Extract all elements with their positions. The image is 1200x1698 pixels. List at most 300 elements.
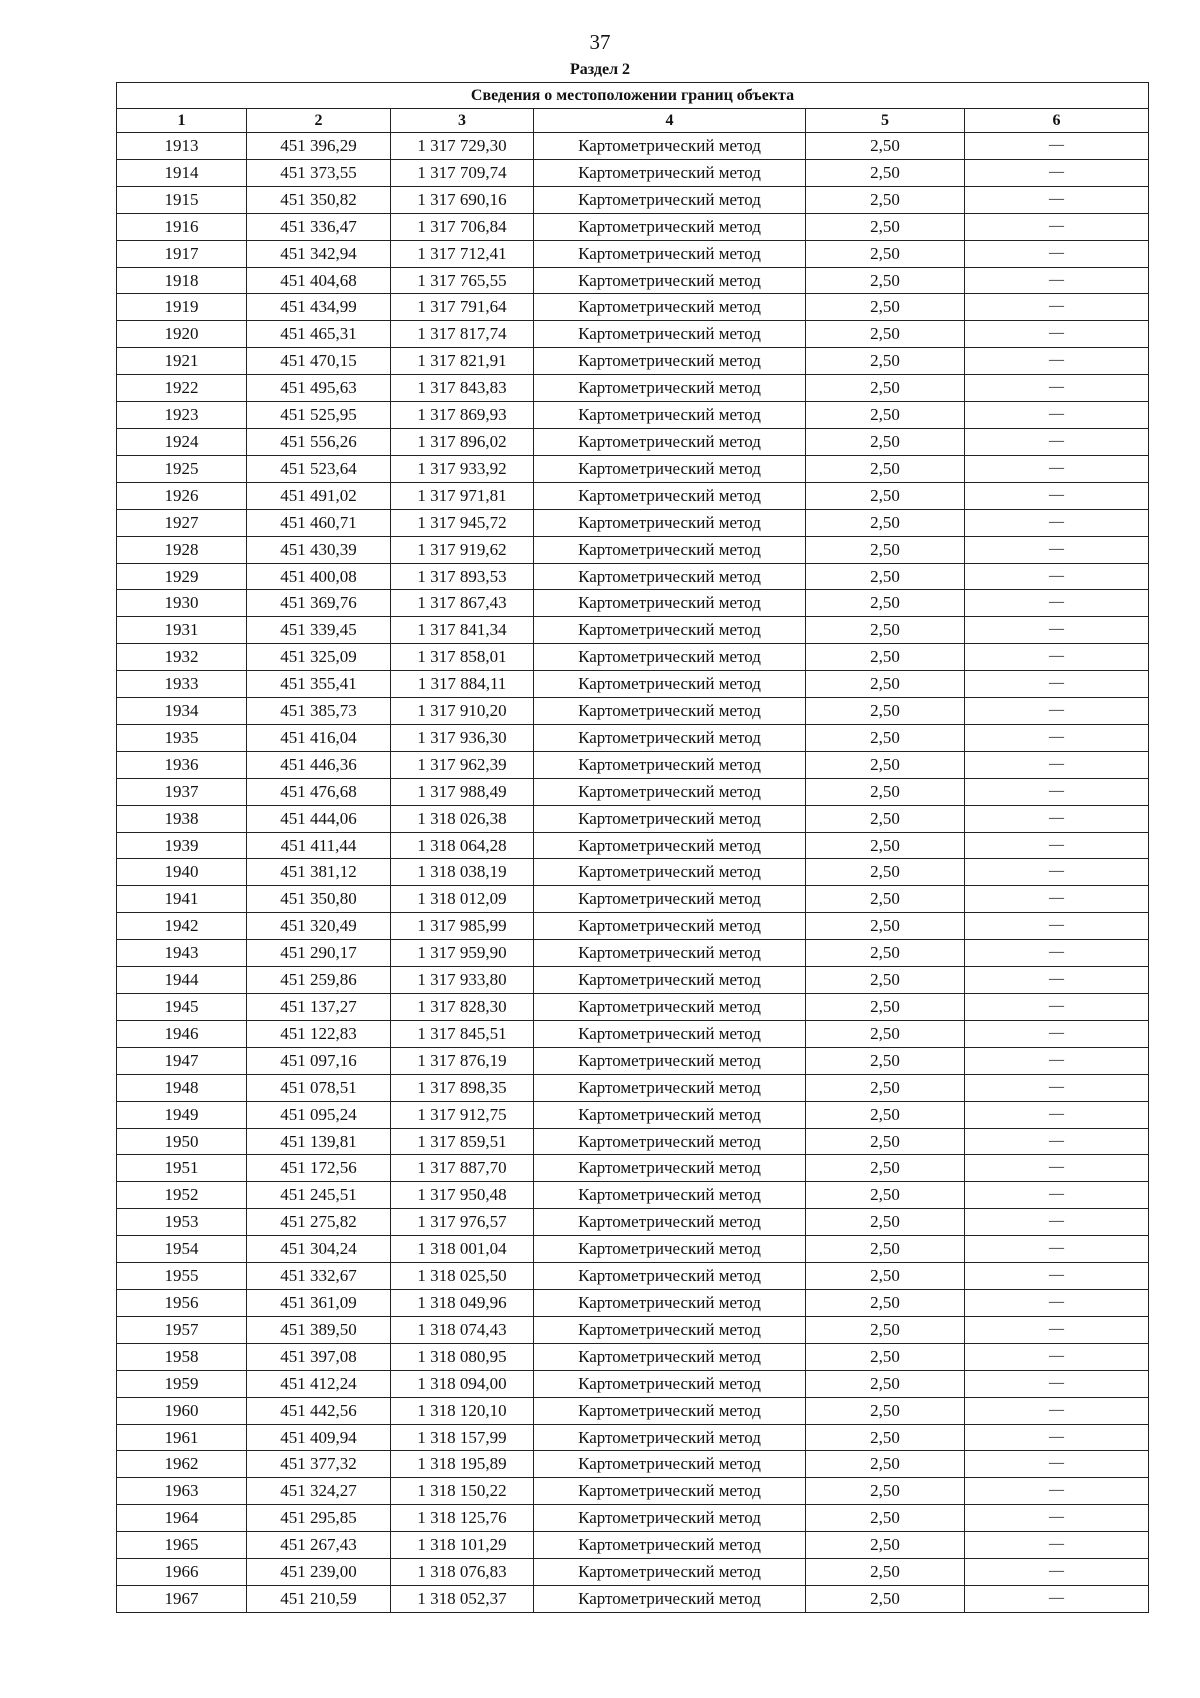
accuracy-cell: 2,50 xyxy=(806,1263,965,1290)
description-cell: — xyxy=(965,805,1149,832)
x-coordinate-cell: 451 409,94 xyxy=(247,1424,391,1451)
x-coordinate-cell: 451 332,67 xyxy=(247,1263,391,1290)
column-header: 2 xyxy=(247,109,391,133)
method-cell: Картометрический метод xyxy=(534,940,806,967)
method-cell: Картометрический метод xyxy=(534,1128,806,1155)
method-cell: Картометрический метод xyxy=(534,133,806,160)
x-coordinate-cell: 451 355,41 xyxy=(247,671,391,698)
point-number-cell: 1919 xyxy=(117,294,247,321)
accuracy-cell: 2,50 xyxy=(806,859,965,886)
description-cell: — xyxy=(965,994,1149,1021)
method-cell: Картометрический метод xyxy=(534,590,806,617)
point-number-cell: 1963 xyxy=(117,1478,247,1505)
point-number-cell: 1966 xyxy=(117,1559,247,1586)
table-row xyxy=(117,1182,1149,1209)
y-coordinate-cell: 1 318 195,89 xyxy=(391,1451,534,1478)
accuracy-cell: 2,50 xyxy=(806,590,965,617)
method-cell: Картометрический метод xyxy=(534,1074,806,1101)
point-number-cell: 1925 xyxy=(117,455,247,482)
description-cell: — xyxy=(965,159,1149,186)
x-coordinate-cell: 451 361,09 xyxy=(247,1289,391,1316)
y-coordinate-cell: 1 317 912,75 xyxy=(391,1101,534,1128)
x-coordinate-cell: 451 476,68 xyxy=(247,778,391,805)
accuracy-cell: 2,50 xyxy=(806,455,965,482)
x-coordinate-cell: 451 339,45 xyxy=(247,617,391,644)
x-coordinate-cell: 451 434,99 xyxy=(247,294,391,321)
accuracy-cell: 2,50 xyxy=(806,240,965,267)
accuracy-cell: 2,50 xyxy=(806,805,965,832)
method-cell: Картометрический метод xyxy=(534,967,806,994)
point-number-cell: 1929 xyxy=(117,563,247,590)
x-coordinate-cell: 451 396,29 xyxy=(247,133,391,160)
point-number-cell: 1957 xyxy=(117,1316,247,1343)
point-number-cell: 1913 xyxy=(117,133,247,160)
point-number-cell: 1915 xyxy=(117,186,247,213)
description-cell: — xyxy=(965,1451,1149,1478)
accuracy-cell: 2,50 xyxy=(806,1397,965,1424)
description-cell: — xyxy=(965,267,1149,294)
table-row xyxy=(117,375,1149,402)
column-header: 1 xyxy=(117,109,247,133)
y-coordinate-cell: 1 317 712,41 xyxy=(391,240,534,267)
description-cell: — xyxy=(965,1424,1149,1451)
point-number-cell: 1960 xyxy=(117,1397,247,1424)
table-row xyxy=(117,698,1149,725)
x-coordinate-cell: 451 139,81 xyxy=(247,1128,391,1155)
x-coordinate-cell: 451 416,04 xyxy=(247,724,391,751)
description-cell: — xyxy=(965,509,1149,536)
accuracy-cell: 2,50 xyxy=(806,1182,965,1209)
point-number-cell: 1956 xyxy=(117,1289,247,1316)
description-cell: — xyxy=(965,186,1149,213)
y-coordinate-cell: 1 317 841,34 xyxy=(391,617,534,644)
column-header: 3 xyxy=(391,109,534,133)
table-row xyxy=(117,428,1149,455)
method-cell: Картометрический метод xyxy=(534,509,806,536)
y-coordinate-cell: 1 318 049,96 xyxy=(391,1289,534,1316)
table-row xyxy=(117,940,1149,967)
description-cell: — xyxy=(965,1585,1149,1612)
y-coordinate-cell: 1 317 817,74 xyxy=(391,321,534,348)
table-row xyxy=(117,1505,1149,1532)
x-coordinate-cell: 451 267,43 xyxy=(247,1532,391,1559)
description-cell: — xyxy=(965,724,1149,751)
y-coordinate-cell: 1 318 025,50 xyxy=(391,1263,534,1290)
x-coordinate-cell: 451 397,08 xyxy=(247,1343,391,1370)
y-coordinate-cell: 1 318 012,09 xyxy=(391,886,534,913)
accuracy-cell: 2,50 xyxy=(806,213,965,240)
y-coordinate-cell: 1 317 869,93 xyxy=(391,402,534,429)
point-number-cell: 1943 xyxy=(117,940,247,967)
x-coordinate-cell: 451 465,31 xyxy=(247,321,391,348)
accuracy-cell: 2,50 xyxy=(806,1155,965,1182)
accuracy-cell: 2,50 xyxy=(806,967,965,994)
method-cell: Картометрический метод xyxy=(534,859,806,886)
y-coordinate-cell: 1 317 858,01 xyxy=(391,644,534,671)
x-coordinate-cell: 451 245,51 xyxy=(247,1182,391,1209)
x-coordinate-cell: 451 381,12 xyxy=(247,859,391,886)
y-coordinate-cell: 1 318 157,99 xyxy=(391,1424,534,1451)
method-cell: Картометрический метод xyxy=(534,1559,806,1586)
table-row xyxy=(117,778,1149,805)
x-coordinate-cell: 451 523,64 xyxy=(247,455,391,482)
accuracy-cell: 2,50 xyxy=(806,294,965,321)
description-cell: — xyxy=(965,778,1149,805)
y-coordinate-cell: 1 317 843,83 xyxy=(391,375,534,402)
point-number-cell: 1928 xyxy=(117,536,247,563)
table-row xyxy=(117,1424,1149,1451)
y-coordinate-cell: 1 317 898,35 xyxy=(391,1074,534,1101)
description-cell: — xyxy=(965,644,1149,671)
table-row xyxy=(117,724,1149,751)
table-row xyxy=(117,509,1149,536)
y-coordinate-cell: 1 317 791,64 xyxy=(391,294,534,321)
accuracy-cell: 2,50 xyxy=(806,1047,965,1074)
y-coordinate-cell: 1 318 001,04 xyxy=(391,1236,534,1263)
method-cell: Картометрический метод xyxy=(534,1532,806,1559)
y-coordinate-cell: 1 318 074,43 xyxy=(391,1316,534,1343)
point-number-cell: 1921 xyxy=(117,348,247,375)
method-cell: Картометрический метод xyxy=(534,671,806,698)
accuracy-cell: 2,50 xyxy=(806,913,965,940)
description-cell: — xyxy=(965,294,1149,321)
table-row xyxy=(117,1155,1149,1182)
accuracy-cell: 2,50 xyxy=(806,186,965,213)
y-coordinate-cell: 1 317 933,92 xyxy=(391,455,534,482)
x-coordinate-cell: 451 470,15 xyxy=(247,348,391,375)
point-number-cell: 1958 xyxy=(117,1343,247,1370)
accuracy-cell: 2,50 xyxy=(806,1101,965,1128)
x-coordinate-cell: 451 122,83 xyxy=(247,1020,391,1047)
point-number-cell: 1944 xyxy=(117,967,247,994)
description-cell: — xyxy=(965,698,1149,725)
point-number-cell: 1939 xyxy=(117,832,247,859)
x-coordinate-cell: 451 389,50 xyxy=(247,1316,391,1343)
method-cell: Картометрический метод xyxy=(534,1155,806,1182)
table-row xyxy=(117,1128,1149,1155)
point-number-cell: 1946 xyxy=(117,1020,247,1047)
description-cell: — xyxy=(965,751,1149,778)
table-row xyxy=(117,1532,1149,1559)
accuracy-cell: 2,50 xyxy=(806,778,965,805)
description-cell: — xyxy=(965,832,1149,859)
y-coordinate-cell: 1 317 959,90 xyxy=(391,940,534,967)
method-cell: Картометрический метод xyxy=(534,1047,806,1074)
y-coordinate-cell: 1 317 893,53 xyxy=(391,563,534,590)
y-coordinate-cell: 1 318 120,10 xyxy=(391,1397,534,1424)
y-coordinate-cell: 1 318 052,37 xyxy=(391,1585,534,1612)
description-cell: — xyxy=(965,1236,1149,1263)
table-row xyxy=(117,1101,1149,1128)
point-number-cell: 1924 xyxy=(117,428,247,455)
x-coordinate-cell: 451 404,68 xyxy=(247,267,391,294)
description-cell: — xyxy=(965,402,1149,429)
description-cell: — xyxy=(965,1289,1149,1316)
method-cell: Картометрический метод xyxy=(534,1263,806,1290)
description-cell: — xyxy=(965,428,1149,455)
table-row xyxy=(117,1343,1149,1370)
method-cell: Картометрический метод xyxy=(534,482,806,509)
y-coordinate-cell: 1 317 884,11 xyxy=(391,671,534,698)
description-cell: — xyxy=(965,967,1149,994)
x-coordinate-cell: 451 350,80 xyxy=(247,886,391,913)
description-cell: — xyxy=(965,1209,1149,1236)
y-coordinate-cell: 1 317 709,74 xyxy=(391,159,534,186)
y-coordinate-cell: 1 318 125,76 xyxy=(391,1505,534,1532)
x-coordinate-cell: 451 495,63 xyxy=(247,375,391,402)
y-coordinate-cell: 1 317 765,55 xyxy=(391,267,534,294)
x-coordinate-cell: 451 556,26 xyxy=(247,428,391,455)
point-number-cell: 1959 xyxy=(117,1370,247,1397)
accuracy-cell: 2,50 xyxy=(806,482,965,509)
accuracy-cell: 2,50 xyxy=(806,644,965,671)
table-row xyxy=(117,1074,1149,1101)
table-row xyxy=(117,1263,1149,1290)
x-coordinate-cell: 451 385,73 xyxy=(247,698,391,725)
accuracy-cell: 2,50 xyxy=(806,940,965,967)
y-coordinate-cell: 1 317 729,30 xyxy=(391,133,534,160)
y-coordinate-cell: 1 317 887,70 xyxy=(391,1155,534,1182)
point-number-cell: 1948 xyxy=(117,1074,247,1101)
table-row xyxy=(117,994,1149,1021)
table-row xyxy=(117,1370,1149,1397)
description-cell: — xyxy=(965,617,1149,644)
point-number-cell: 1949 xyxy=(117,1101,247,1128)
point-number-cell: 1930 xyxy=(117,590,247,617)
y-coordinate-cell: 1 318 080,95 xyxy=(391,1343,534,1370)
point-number-cell: 1933 xyxy=(117,671,247,698)
method-cell: Картометрический метод xyxy=(534,724,806,751)
method-cell: Картометрический метод xyxy=(534,1424,806,1451)
method-cell: Картометрический метод xyxy=(534,267,806,294)
table-row xyxy=(117,294,1149,321)
y-coordinate-cell: 1 317 867,43 xyxy=(391,590,534,617)
description-cell: — xyxy=(965,1182,1149,1209)
y-coordinate-cell: 1 317 976,57 xyxy=(391,1209,534,1236)
point-number-cell: 1940 xyxy=(117,859,247,886)
table-row xyxy=(117,590,1149,617)
method-cell: Картометрический метод xyxy=(534,698,806,725)
description-cell: — xyxy=(965,1559,1149,1586)
table-row xyxy=(117,482,1149,509)
x-coordinate-cell: 451 304,24 xyxy=(247,1236,391,1263)
description-cell: — xyxy=(965,1155,1149,1182)
point-number-cell: 1918 xyxy=(117,267,247,294)
accuracy-cell: 2,50 xyxy=(806,1128,965,1155)
table-row xyxy=(117,159,1149,186)
method-cell: Картометрический метод xyxy=(534,240,806,267)
table-row xyxy=(117,859,1149,886)
accuracy-cell: 2,50 xyxy=(806,1370,965,1397)
point-number-cell: 1955 xyxy=(117,1263,247,1290)
point-number-cell: 1941 xyxy=(117,886,247,913)
method-cell: Картометрический метод xyxy=(534,644,806,671)
method-cell: Картометрический метод xyxy=(534,375,806,402)
x-coordinate-cell: 451 377,32 xyxy=(247,1451,391,1478)
x-coordinate-cell: 451 491,02 xyxy=(247,482,391,509)
x-coordinate-cell: 451 097,16 xyxy=(247,1047,391,1074)
description-cell: — xyxy=(965,859,1149,886)
point-number-cell: 1934 xyxy=(117,698,247,725)
point-number-cell: 1951 xyxy=(117,1155,247,1182)
method-cell: Картометрический метод xyxy=(534,1289,806,1316)
x-coordinate-cell: 451 336,47 xyxy=(247,213,391,240)
accuracy-cell: 2,50 xyxy=(806,724,965,751)
accuracy-cell: 2,50 xyxy=(806,159,965,186)
description-cell: — xyxy=(965,913,1149,940)
x-coordinate-cell: 451 239,00 xyxy=(247,1559,391,1586)
accuracy-cell: 2,50 xyxy=(806,1020,965,1047)
description-cell: — xyxy=(965,482,1149,509)
table-header-row xyxy=(117,109,1149,133)
y-coordinate-cell: 1 318 094,00 xyxy=(391,1370,534,1397)
method-cell: Картометрический метод xyxy=(534,159,806,186)
accuracy-cell: 2,50 xyxy=(806,832,965,859)
y-coordinate-cell: 1 318 150,22 xyxy=(391,1478,534,1505)
x-coordinate-cell: 451 295,85 xyxy=(247,1505,391,1532)
method-cell: Картометрический метод xyxy=(534,1451,806,1478)
accuracy-cell: 2,50 xyxy=(806,536,965,563)
table-row xyxy=(117,321,1149,348)
accuracy-cell: 2,50 xyxy=(806,1505,965,1532)
method-cell: Картометрический метод xyxy=(534,1343,806,1370)
method-cell: Картометрический метод xyxy=(534,1209,806,1236)
table-row xyxy=(117,267,1149,294)
table-row xyxy=(117,617,1149,644)
table-row xyxy=(117,644,1149,671)
table-row xyxy=(117,213,1149,240)
x-coordinate-cell: 451 369,76 xyxy=(247,590,391,617)
y-coordinate-cell: 1 317 859,51 xyxy=(391,1128,534,1155)
accuracy-cell: 2,50 xyxy=(806,563,965,590)
y-coordinate-cell: 1 317 910,20 xyxy=(391,698,534,725)
x-coordinate-cell: 451 078,51 xyxy=(247,1074,391,1101)
description-cell: — xyxy=(965,1047,1149,1074)
description-cell: — xyxy=(965,1020,1149,1047)
table-row xyxy=(117,1451,1149,1478)
table-row xyxy=(117,805,1149,832)
x-coordinate-cell: 451 342,94 xyxy=(247,240,391,267)
method-cell: Картометрический метод xyxy=(534,563,806,590)
description-cell: — xyxy=(965,590,1149,617)
table-row xyxy=(117,536,1149,563)
accuracy-cell: 2,50 xyxy=(806,671,965,698)
point-number-cell: 1953 xyxy=(117,1209,247,1236)
table-row xyxy=(117,1020,1149,1047)
point-number-cell: 1950 xyxy=(117,1128,247,1155)
table-caption-row xyxy=(117,83,1149,109)
x-coordinate-cell: 451 350,82 xyxy=(247,186,391,213)
x-coordinate-cell: 451 412,24 xyxy=(247,1370,391,1397)
description-cell: — xyxy=(965,1074,1149,1101)
y-coordinate-cell: 1 317 896,02 xyxy=(391,428,534,455)
table-row xyxy=(117,455,1149,482)
point-number-cell: 1962 xyxy=(117,1451,247,1478)
method-cell: Картометрический метод xyxy=(534,536,806,563)
method-cell: Картометрический метод xyxy=(534,321,806,348)
method-cell: Картометрический метод xyxy=(534,1316,806,1343)
accuracy-cell: 2,50 xyxy=(806,1559,965,1586)
method-cell: Картометрический метод xyxy=(534,294,806,321)
table-row xyxy=(117,1209,1149,1236)
method-cell: Картометрический метод xyxy=(534,1585,806,1612)
point-number-cell: 1947 xyxy=(117,1047,247,1074)
method-cell: Картометрический метод xyxy=(534,213,806,240)
point-number-cell: 1931 xyxy=(117,617,247,644)
y-coordinate-cell: 1 317 945,72 xyxy=(391,509,534,536)
y-coordinate-cell: 1 317 919,62 xyxy=(391,536,534,563)
description-cell: — xyxy=(965,321,1149,348)
method-cell: Картометрический метод xyxy=(534,751,806,778)
description-cell: — xyxy=(965,1370,1149,1397)
accuracy-cell: 2,50 xyxy=(806,509,965,536)
y-coordinate-cell: 1 318 076,83 xyxy=(391,1559,534,1586)
point-number-cell: 1952 xyxy=(117,1182,247,1209)
table-row xyxy=(117,133,1149,160)
coordinates-table xyxy=(116,82,1149,1613)
accuracy-cell: 2,50 xyxy=(806,1424,965,1451)
point-number-cell: 1965 xyxy=(117,1532,247,1559)
method-cell: Картометрический метод xyxy=(534,1370,806,1397)
description-cell: — xyxy=(965,1505,1149,1532)
accuracy-cell: 2,50 xyxy=(806,751,965,778)
y-coordinate-cell: 1 318 038,19 xyxy=(391,859,534,886)
table-row xyxy=(117,1316,1149,1343)
method-cell: Картометрический метод xyxy=(534,1182,806,1209)
point-number-cell: 1916 xyxy=(117,213,247,240)
method-cell: Картометрический метод xyxy=(534,778,806,805)
table-row xyxy=(117,240,1149,267)
x-coordinate-cell: 451 325,09 xyxy=(247,644,391,671)
accuracy-cell: 2,50 xyxy=(806,1074,965,1101)
method-cell: Картометрический метод xyxy=(534,1020,806,1047)
section-title: Раздел 2 xyxy=(569,61,631,78)
method-cell: Картометрический метод xyxy=(534,186,806,213)
table-row xyxy=(117,186,1149,213)
accuracy-cell: 2,50 xyxy=(806,1585,965,1612)
accuracy-cell: 2,50 xyxy=(806,1532,965,1559)
point-number-cell: 1954 xyxy=(117,1236,247,1263)
x-coordinate-cell: 451 137,27 xyxy=(247,994,391,1021)
accuracy-cell: 2,50 xyxy=(806,1236,965,1263)
method-cell: Картометрический метод xyxy=(534,994,806,1021)
description-cell: — xyxy=(965,886,1149,913)
method-cell: Картометрический метод xyxy=(534,832,806,859)
description-cell: — xyxy=(965,213,1149,240)
column-header: 6 xyxy=(965,109,1149,133)
y-coordinate-cell: 1 317 690,16 xyxy=(391,186,534,213)
description-cell: — xyxy=(965,1478,1149,1505)
accuracy-cell: 2,50 xyxy=(806,402,965,429)
accuracy-cell: 2,50 xyxy=(806,617,965,644)
table-row xyxy=(117,913,1149,940)
method-cell: Картометрический метод xyxy=(534,348,806,375)
accuracy-cell: 2,50 xyxy=(806,1316,965,1343)
method-cell: Картометрический метод xyxy=(534,402,806,429)
point-number-cell: 1937 xyxy=(117,778,247,805)
y-coordinate-cell: 1 317 706,84 xyxy=(391,213,534,240)
y-coordinate-cell: 1 317 950,48 xyxy=(391,1182,534,1209)
table-row xyxy=(117,563,1149,590)
accuracy-cell: 2,50 xyxy=(806,133,965,160)
description-cell: — xyxy=(965,133,1149,160)
description-cell: — xyxy=(965,1128,1149,1155)
accuracy-cell: 2,50 xyxy=(806,698,965,725)
point-number-cell: 1935 xyxy=(117,724,247,751)
y-coordinate-cell: 1 318 101,29 xyxy=(391,1532,534,1559)
y-coordinate-cell: 1 317 936,30 xyxy=(391,724,534,751)
page-number: 37 xyxy=(589,30,611,54)
